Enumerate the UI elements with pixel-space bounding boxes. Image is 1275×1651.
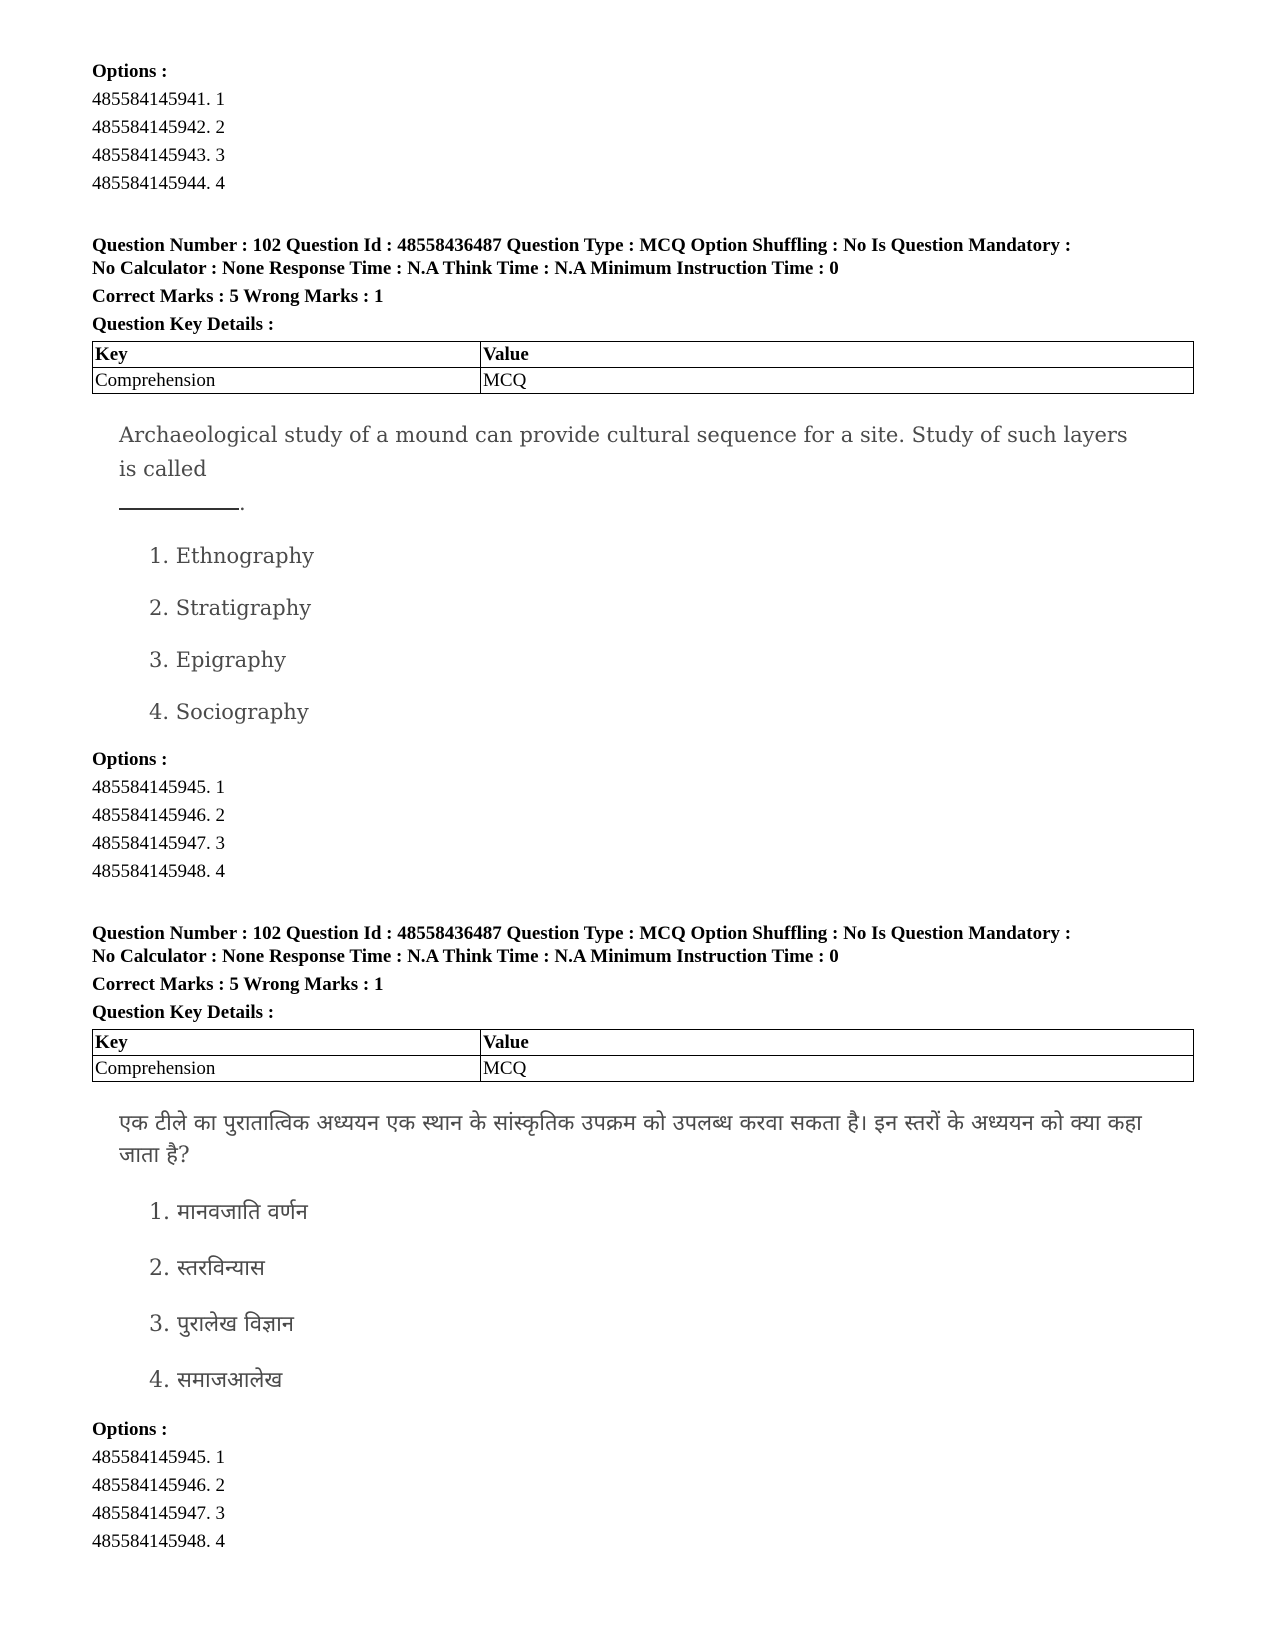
option-id: 485584145945. 1 — [92, 1447, 225, 1468]
document-page — [92, 58, 1194, 1556]
question-image — [92, 418, 1194, 726]
options-block — [92, 1416, 1194, 1556]
question-block-english — [92, 234, 1194, 886]
marks-line: Correct Marks : 5 Wrong Marks : 1 — [92, 286, 384, 307]
table-cell-key: Comprehension — [93, 368, 481, 394]
choice-item: 3. Epigraphy — [149, 648, 287, 672]
marks-line: Correct Marks : 5 Wrong Marks : 1 — [92, 974, 384, 995]
table-header-key: Key — [93, 342, 481, 368]
choice-item: 4. समाजआलेख — [149, 1368, 283, 1393]
key-details-table — [92, 1029, 1194, 1082]
option-id: 485584145947. 3 — [92, 833, 225, 854]
table-cell-key: Comprehension — [93, 1056, 481, 1082]
table-cell-value: MCQ — [481, 1056, 1194, 1082]
option-id: 485584145945. 1 — [92, 777, 225, 798]
option-id: 485584145946. 2 — [92, 1475, 225, 1496]
option-id: 485584145944. 4 — [92, 173, 225, 194]
table-header-value: Value — [481, 1030, 1194, 1056]
question-meta-line: Question Number : 102 Question Id : 48558436487 Question Type : MCQ Option Shuffling : No Is Question Mandatory : — [92, 235, 1072, 256]
key-details-table — [92, 341, 1194, 394]
option-id: 485584145948. 4 — [92, 861, 225, 882]
choice-item: 2. स्तरविन्यास — [149, 1256, 265, 1281]
choice-item: 2. Stratigraphy — [149, 596, 312, 620]
table-header-key: Key — [93, 1030, 481, 1056]
question-text — [92, 418, 1139, 520]
choice-item: 1. Ethnography — [149, 544, 315, 568]
question-block-hindi — [92, 922, 1194, 1556]
options-block-prev — [92, 58, 1194, 198]
question-text-body: Archaeological study of a mound can provide cultural sequence for a site. Study of such layers is called — [119, 423, 1128, 481]
option-id: 485584145948. 4 — [92, 1531, 225, 1552]
question-text: एक टीले का पुरातात्विक अध्ययन एक स्थान के सांस्कृतिक उपक्रम को उपलब्ध करवा सकता है। इन स्तरों के अध्ययन को क्या कहा जाता है? — [119, 1111, 1142, 1168]
option-id: 485584145947. 3 — [92, 1503, 225, 1524]
options-block — [92, 746, 1194, 886]
question-meta-line: No Calculator : None Response Time : N.A Think Time : N.A Minimum Instruction Time : 0 — [92, 258, 839, 279]
key-details-label: Question Key Details : — [92, 314, 275, 335]
question-text-end: . — [239, 491, 246, 515]
question-meta-line: Question Number : 102 Question Id : 48558436487 Question Type : MCQ Option Shuffling : No Is Question Mandatory : — [92, 923, 1072, 944]
option-id: 485584145943. 3 — [92, 145, 225, 166]
table-header-row — [93, 1030, 1194, 1056]
answer-blank — [119, 494, 239, 510]
table-header-value: Value — [481, 342, 1194, 368]
options-label: Options : — [92, 749, 168, 770]
table-row — [93, 368, 1194, 394]
table-cell-value: MCQ — [481, 368, 1194, 394]
question-meta-line: No Calculator : None Response Time : N.A Think Time : N.A Minimum Instruction Time : 0 — [92, 946, 839, 967]
option-id: 485584145946. 2 — [92, 805, 225, 826]
table-row — [93, 1056, 1194, 1082]
question-image — [92, 1108, 1194, 1396]
options-label: Options : — [92, 1419, 168, 1440]
key-details-label: Question Key Details : — [92, 1002, 275, 1023]
option-id: 485584145942. 2 — [92, 117, 225, 138]
choice-item: 4. Sociography — [149, 700, 309, 724]
choice-item: 3. पुरालेख विज्ञान — [149, 1312, 295, 1337]
table-header-row — [93, 342, 1194, 368]
option-id: 485584145941. 1 — [92, 89, 225, 110]
choice-item: 1. मानवजाति वर्णन — [149, 1200, 308, 1225]
options-label: Options : — [92, 61, 168, 82]
